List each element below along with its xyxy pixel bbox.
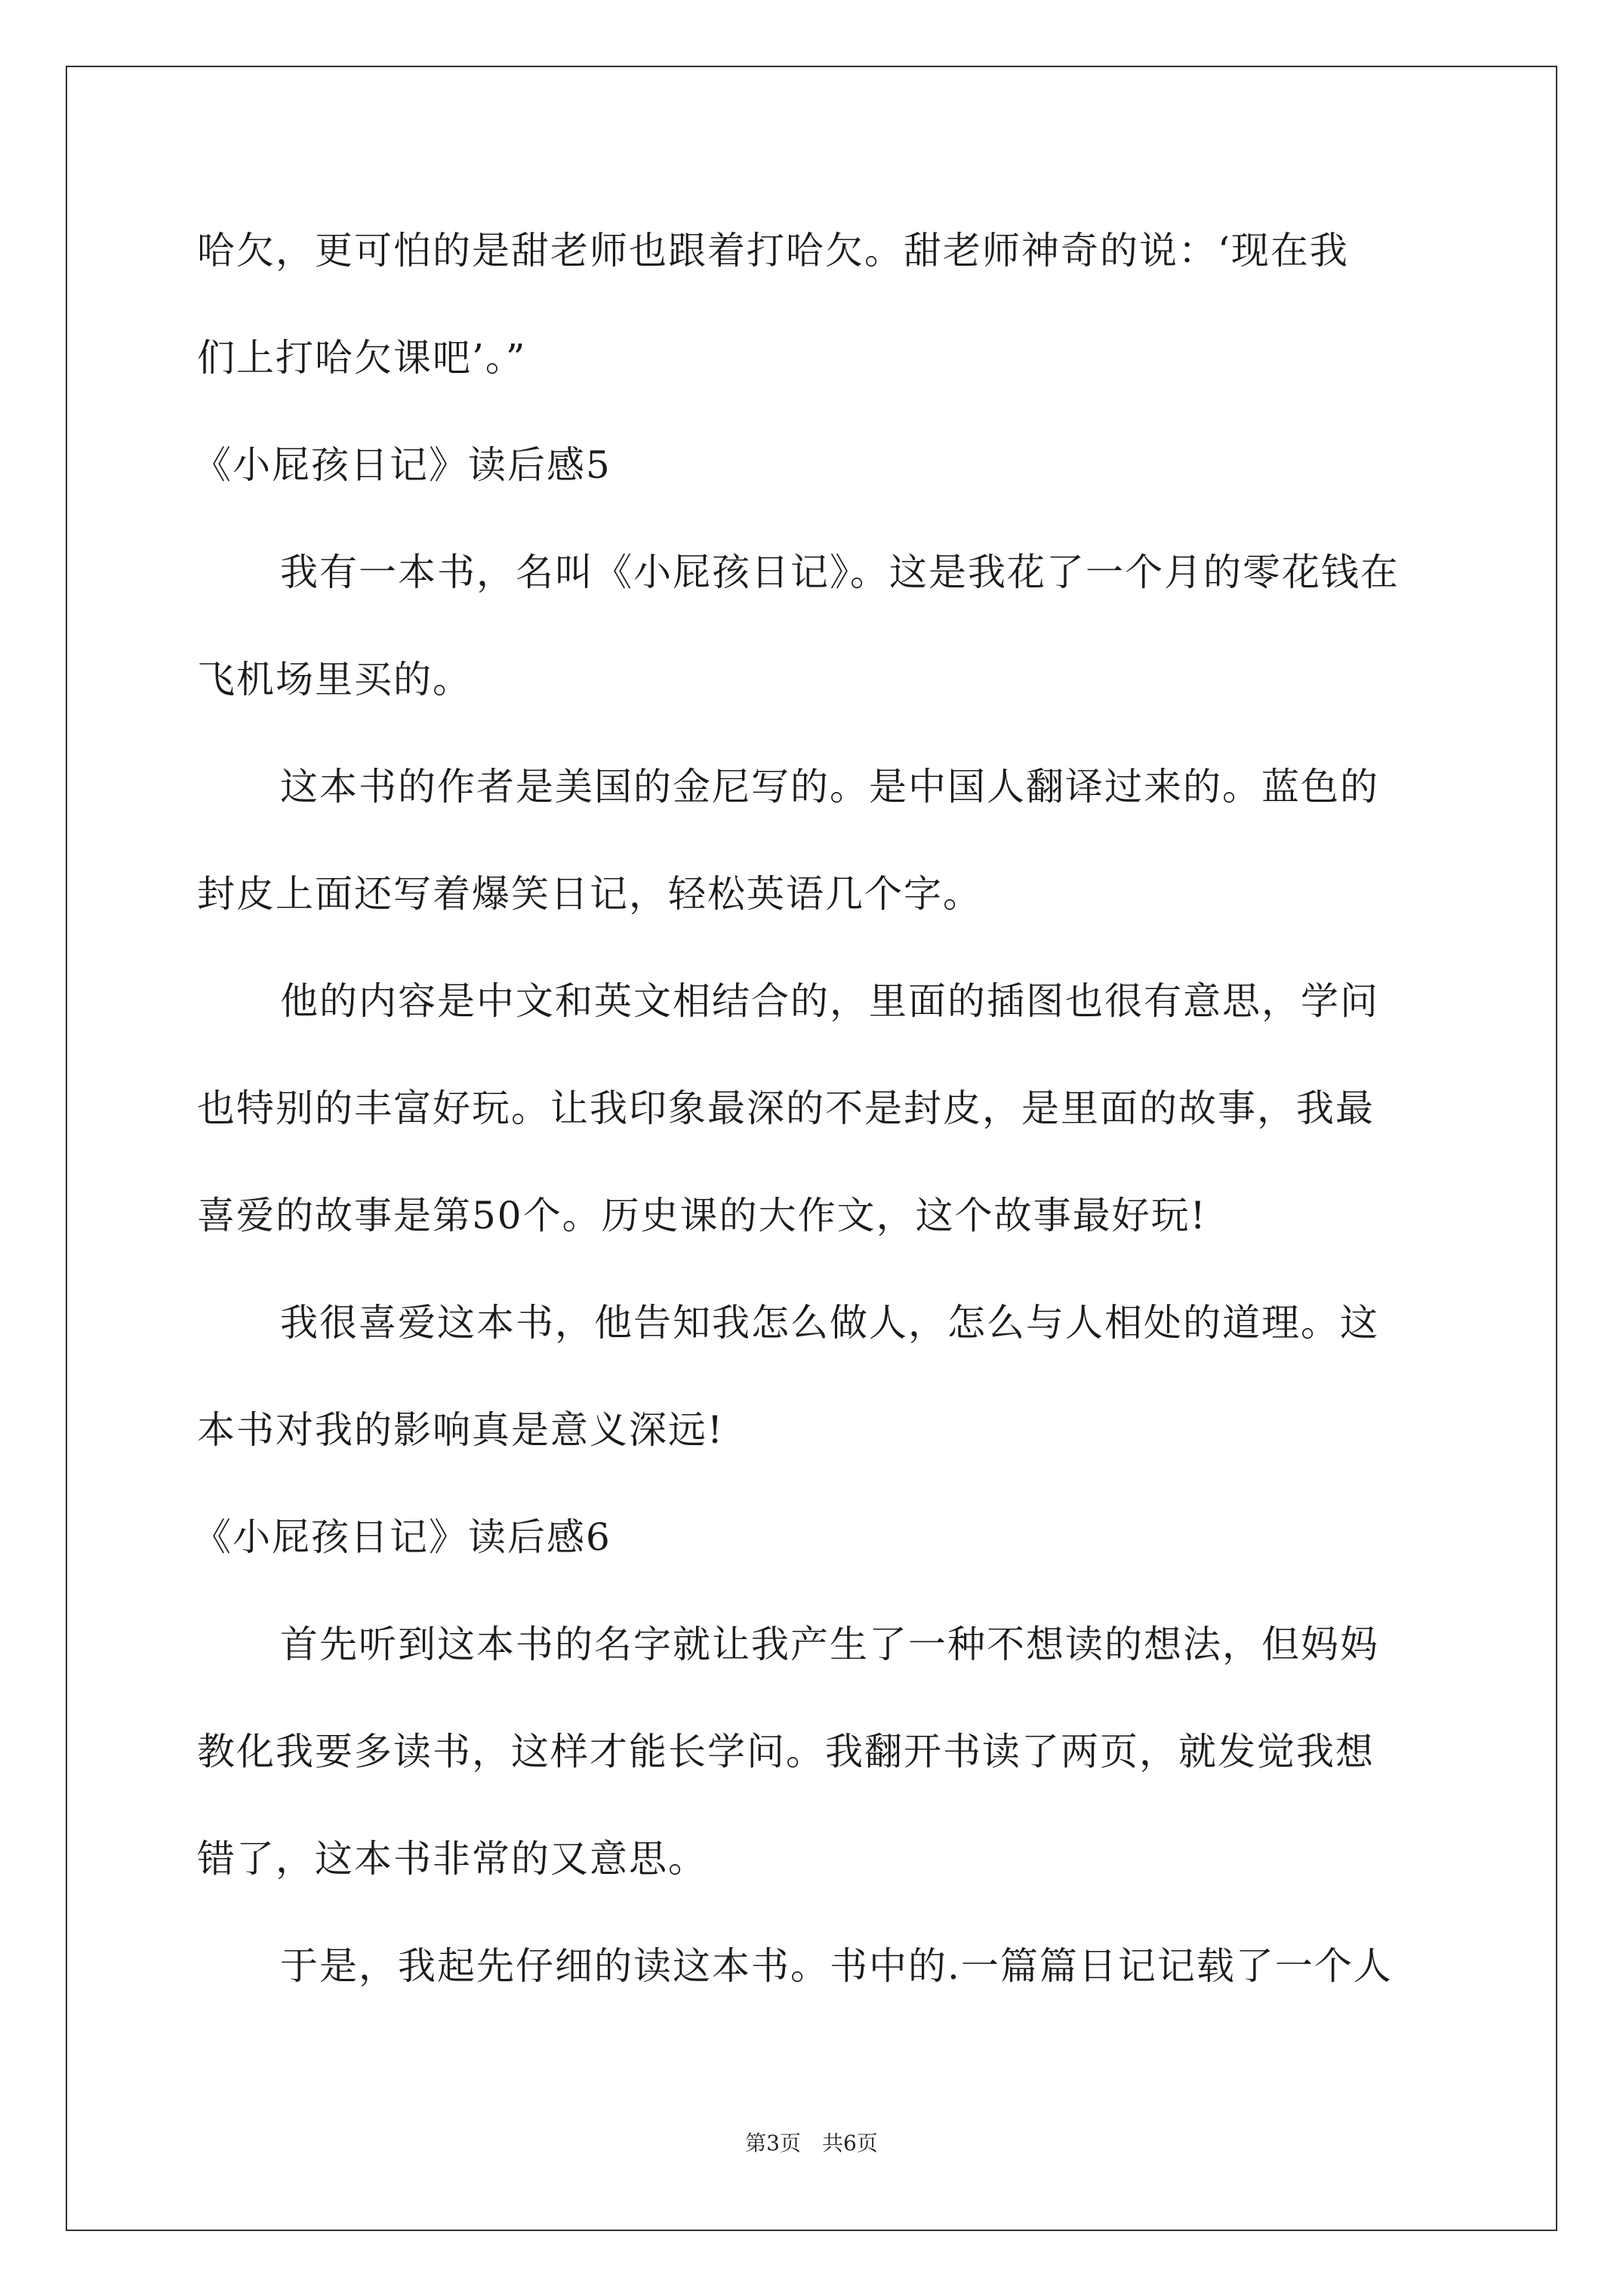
text-line: 哈欠，更可怕的是甜老师也跟着打哈欠。甜老师神奇的说：‘现在我 [197,229,1349,273]
paragraph-start: 我很喜爱这本书，他告知我怎么做人，怎么与人相处的道理。这 [280,1301,1379,1345]
section-heading: 《小屁孩日记》读后感6 [193,1515,611,1559]
text-line: 飞机场里买的。 [197,658,472,701]
paragraph-start: 他的内容是中文和英文相结合的，里面的插图也很有意思，学问 [280,979,1379,1023]
text-line: 教化我要多读书，这样才能长学问。我翻开书读了两页，就发觉我想 [197,1730,1375,1774]
text-line: 封皮上面还写着爆笑日记，轻松英语几个字。 [197,872,982,916]
paragraph-start: 我有一本书，名叫《小屁孩日记》。这是我花了一个月的零花钱在 [280,550,1400,594]
page-number: 第3页 共6页 [745,2131,878,2156]
paragraph-start: 于是，我起先仔细的读这本书。书中的.一篇篇日记记载了一个人 [280,1944,1393,1988]
text-line: 们上打哈欠课吧’。” [197,336,527,380]
text-line: 本书对我的影响真是意义深远! [197,1408,725,1452]
page-border [66,66,1557,2231]
paragraph-start: 首先听到这本书的名字就让我产生了一种不想读的想法，但妈妈 [280,1623,1379,1666]
section-heading: 《小屁孩日记》读后感5 [193,443,611,487]
text-line: 也特别的丰富好玩。让我印象最深的不是封皮，是里面的故事，我最 [197,1086,1375,1130]
text-line: 错了，这本书非常的又意思。 [197,1837,707,1881]
paragraph-start: 这本书的作者是美国的金尼写的。是中国人翻译过来的。蓝色的 [280,765,1379,809]
text-line: 喜爱的故事是第50个。历史课的大作文，这个故事最好玩! [197,1194,1207,1237]
